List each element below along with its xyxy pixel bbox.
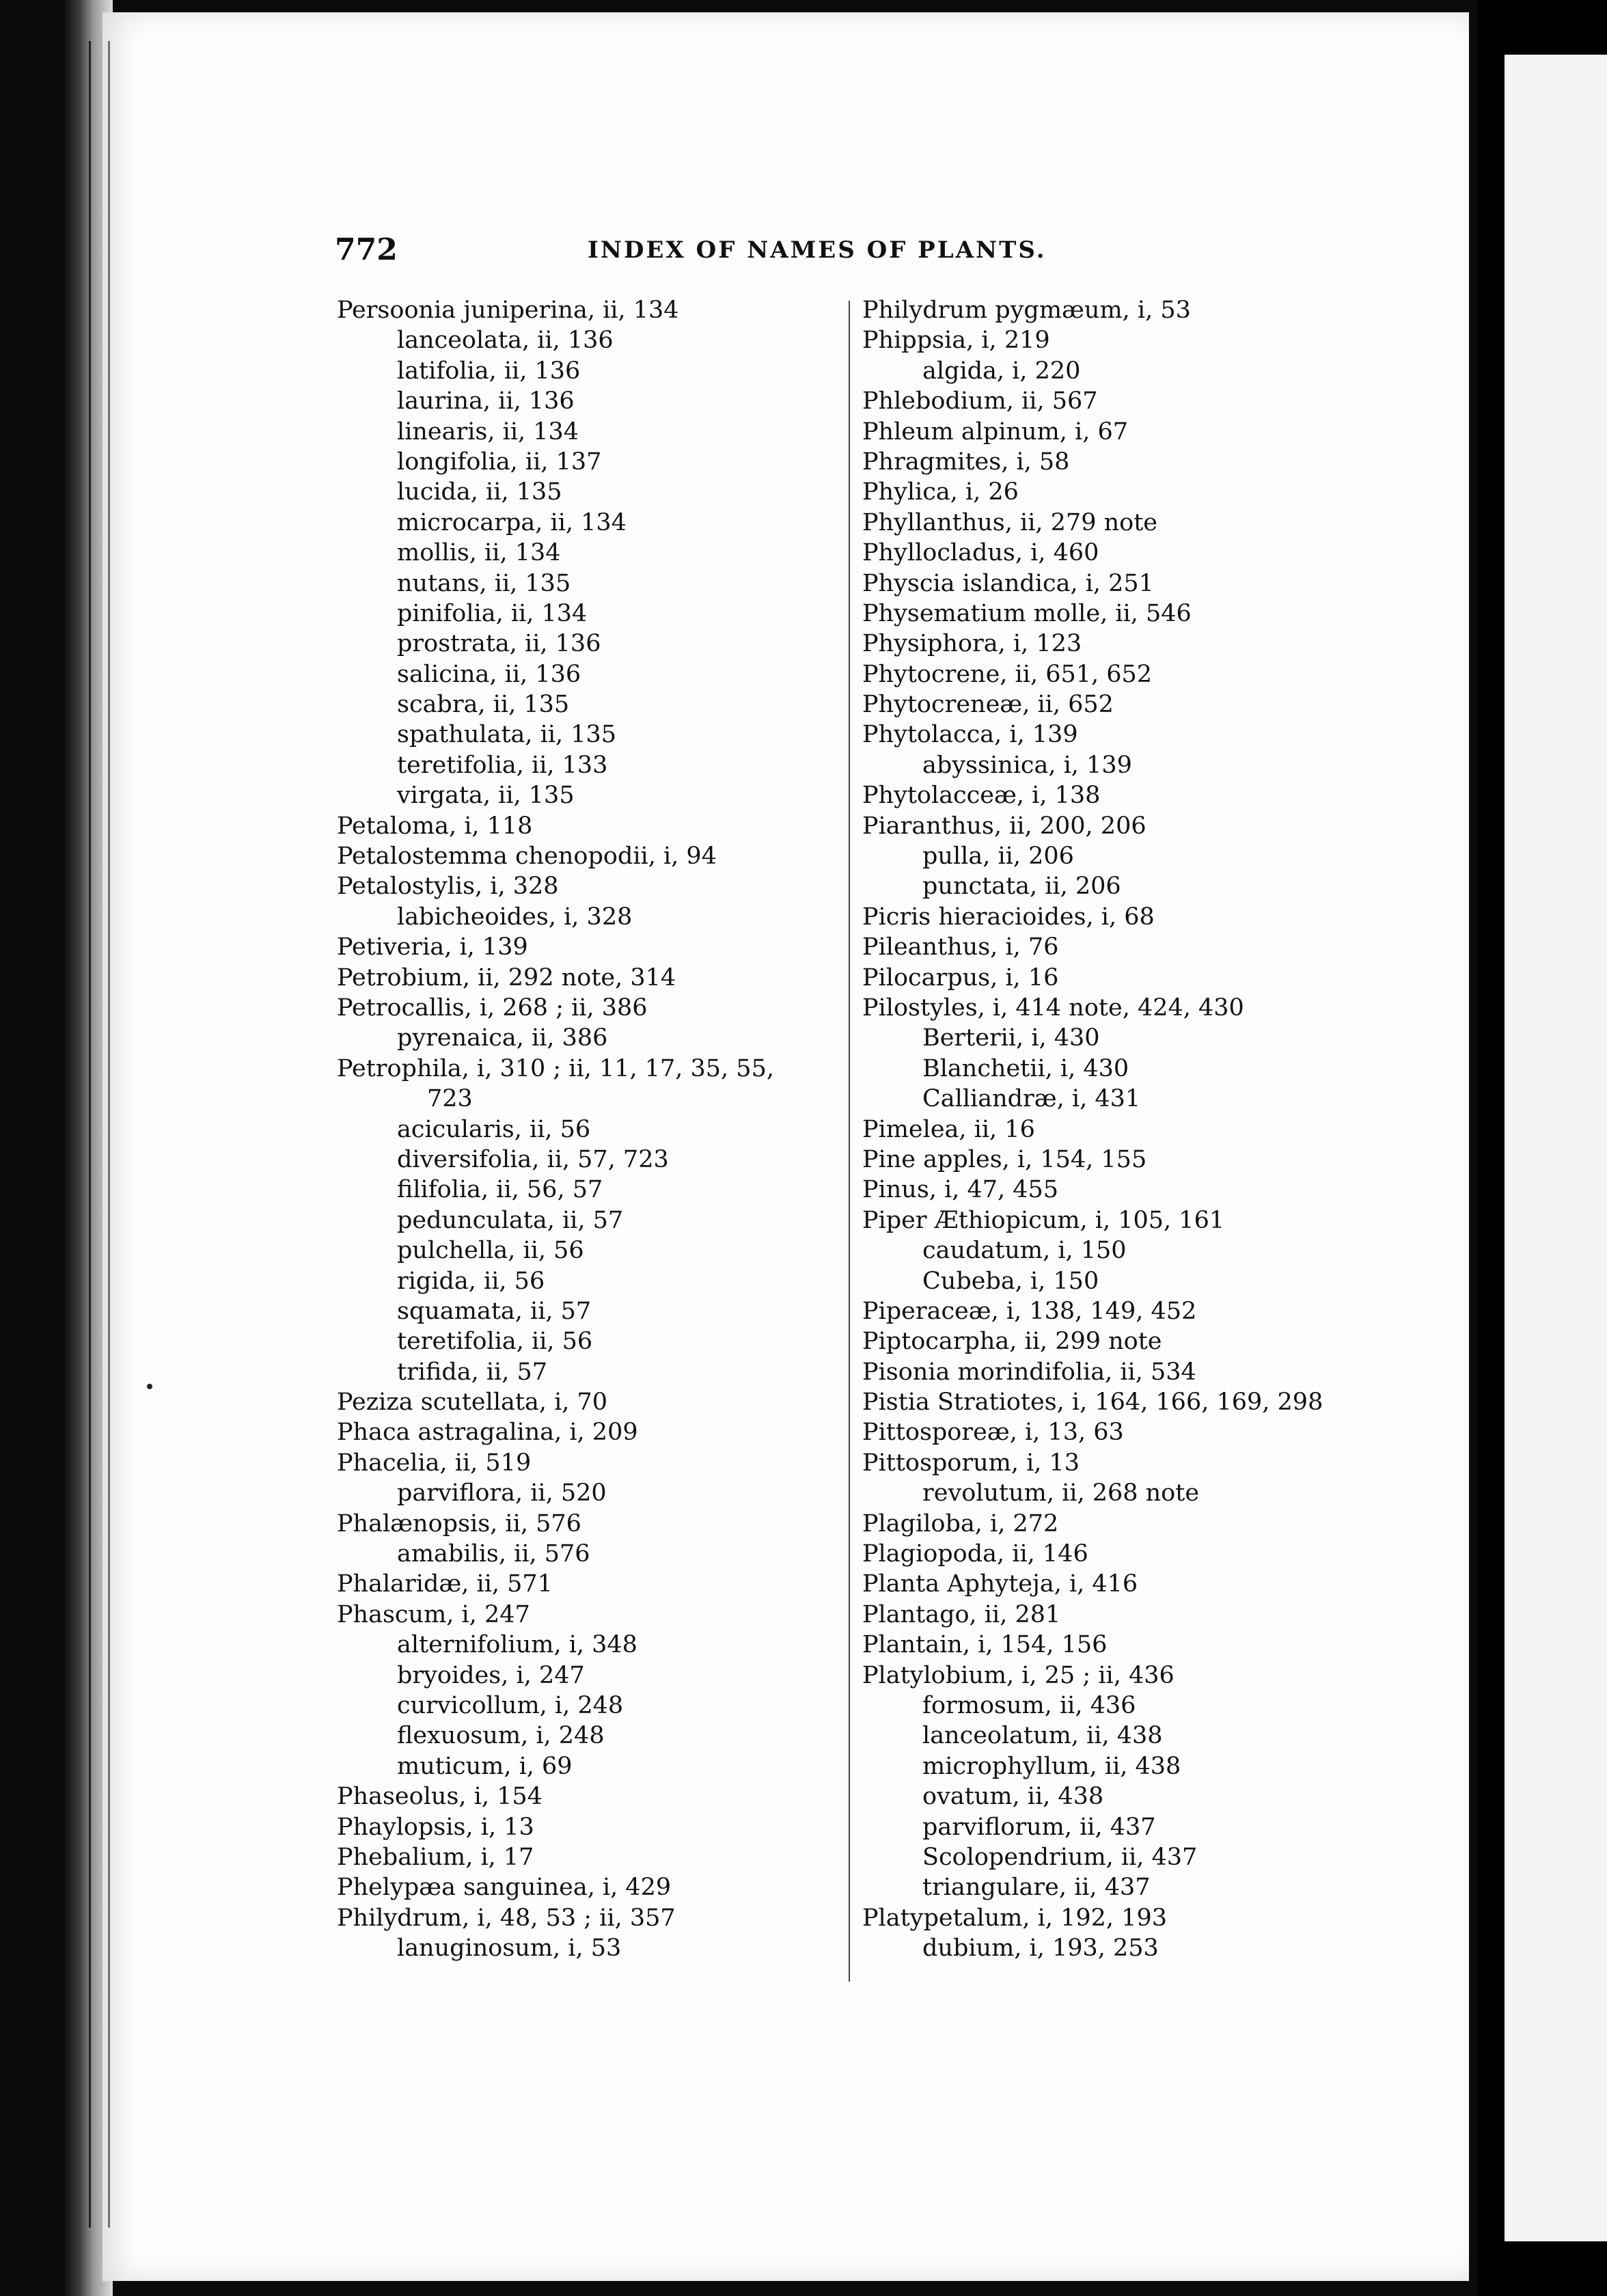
index-entry: Phylica, i, 26: [862, 478, 1019, 506]
index-entry: Phalaridæ, ii, 571: [337, 1570, 553, 1598]
index-entry: teretifolia, ii, 56: [397, 1328, 593, 1356]
index-entry: Plantago, ii, 281: [862, 1600, 1061, 1628]
index-entry: pulla, ii, 206: [922, 843, 1074, 871]
index-entry: Phytolacceæ, i, 138: [862, 782, 1101, 810]
index-entry: Plantain, i, 154, 156: [862, 1631, 1108, 1659]
index-entry: algida, i, 220: [922, 357, 1081, 385]
index-entry: linearis, ii, 134: [397, 418, 579, 446]
index-entry: mollis, ii, 134: [397, 539, 561, 567]
index-entry: Petalostemma chenopodii, i, 94: [337, 843, 717, 871]
index-entry: caudatum, i, 150: [922, 1237, 1127, 1265]
index-entry: triangulare, ii, 437: [922, 1874, 1151, 1902]
index-entry: Scolopendrium, ii, 437: [922, 1843, 1198, 1871]
index-entry: Berterii, i, 430: [922, 1024, 1100, 1052]
index-entry: Phragmites, i, 58: [862, 448, 1070, 476]
index-entry: curvicollum, i, 248: [397, 1691, 624, 1719]
index-entry: pedunculata, ii, 57: [397, 1206, 624, 1234]
index-entry: Phyllanthus, ii, 279 note: [862, 508, 1157, 536]
index-entry: Petrocallis, i, 268 ; ii, 386: [337, 994, 648, 1022]
binding-line: [108, 41, 110, 2228]
index-entry: lanceolatum, ii, 438: [922, 1722, 1163, 1750]
index-entry: Phlebodium, ii, 567: [862, 387, 1098, 415]
index-entry: Petalostylis, i, 328: [337, 873, 559, 901]
index-entry: muticum, i, 69: [397, 1752, 573, 1780]
index-entry: Persoonia juniperina, ii, 134: [337, 297, 679, 324]
running-title: INDEX OF NAMES OF PLANTS.: [588, 236, 1047, 264]
index-entry: dubium, i, 193, 253: [922, 1935, 1159, 1963]
index-entry: latifolia, ii, 136: [397, 357, 581, 385]
index-entry: Petaloma, i, 118: [337, 812, 533, 840]
column-divider: [849, 301, 850, 1982]
index-entry: Philydrum, i, 48, 53 ; ii, 357: [337, 1904, 676, 1932]
index-entry: filifolia, ii, 56, 57: [397, 1176, 603, 1204]
index-entry: abyssinica, i, 139: [922, 751, 1132, 779]
index-entry: flexuosum, i, 248: [397, 1722, 605, 1750]
index-entry: squamata, ii, 57: [397, 1297, 592, 1325]
index-entry: Phascum, i, 247: [337, 1600, 530, 1628]
page-number: 772: [335, 232, 398, 267]
index-entry: Pisonia morindifolia, ii, 534: [862, 1358, 1196, 1386]
index-entry: Platylobium, i, 25 ; ii, 436: [862, 1661, 1175, 1689]
index-entry: Piptocarpha, ii, 299 note: [862, 1328, 1162, 1356]
scan-speck: [147, 1384, 152, 1389]
index-entry: formosum, ii, 436: [922, 1691, 1136, 1719]
index-entry: pulchella, ii, 56: [397, 1237, 584, 1265]
index-entry: acicularis, ii, 56: [397, 1115, 591, 1143]
index-entry: 723: [427, 1085, 473, 1113]
index-entry: laurina, ii, 136: [397, 387, 575, 415]
index-entry: revolutum, ii, 268 note: [922, 1479, 1200, 1507]
index-entry: parviflorum, ii, 437: [922, 1813, 1156, 1841]
index-entry: Pilostyles, i, 414 note, 424, 430: [862, 994, 1244, 1022]
index-entry: amabilis, ii, 576: [397, 1540, 590, 1568]
index-entry: Petrophila, i, 310 ; ii, 11, 17, 35, 55,: [337, 1054, 774, 1082]
binding-line: [89, 41, 91, 2228]
index-column-right: [862, 295, 1382, 1963]
index-entry: Piperaceæ, i, 138, 149, 452: [862, 1297, 1197, 1325]
index-entry: lucida, ii, 135: [397, 478, 562, 506]
index-entry: pyrenaica, ii, 386: [397, 1024, 608, 1052]
index-entry: Phaylopsis, i, 13: [337, 1813, 534, 1841]
index-entry: Phyllocladus, i, 460: [862, 539, 1099, 567]
index-entry: Physematium molle, ii, 546: [862, 599, 1192, 627]
index-entry: Phytocreneæ, ii, 652: [862, 691, 1114, 719]
index-entry: diversifolia, ii, 57, 723: [397, 1145, 669, 1173]
index-entry: Blanchetii, i, 430: [922, 1054, 1129, 1082]
index-entry: Phacelia, ii, 519: [337, 1449, 532, 1477]
index-entry: Petiveria, i, 139: [337, 933, 528, 961]
index-entry: longifolia, ii, 137: [397, 448, 602, 476]
index-entry: Pinus, i, 47, 455: [862, 1176, 1059, 1204]
index-entry: Phelypæa sanguinea, i, 429: [337, 1874, 672, 1902]
index-entry: Plagiopoda, ii, 146: [862, 1540, 1088, 1568]
index-entry: Pilocarpus, i, 16: [862, 964, 1059, 992]
index-entry: Phytocrene, ii, 651, 652: [862, 660, 1153, 688]
index-entry: Plagiloba, i, 272: [862, 1509, 1059, 1538]
index-entry: Cubeba, i, 150: [922, 1267, 1099, 1295]
index-entry: ovatum, ii, 438: [922, 1783, 1104, 1811]
index-entry: Picris hieracioides, i, 68: [862, 903, 1155, 931]
index-entry: nutans, ii, 135: [397, 569, 571, 597]
index-entry: Phaca astragalina, i, 209: [337, 1419, 638, 1447]
index-entry: rigida, ii, 56: [397, 1267, 545, 1295]
index-entry: teretifolia, ii, 133: [397, 751, 608, 779]
index-entry: Pine apples, i, 154, 155: [862, 1145, 1147, 1173]
index-entry: bryoides, i, 247: [397, 1661, 585, 1689]
index-entry: Physiphora, i, 123: [862, 630, 1082, 658]
index-entry: Philydrum pygmæum, i, 53: [862, 297, 1191, 324]
index-entry: alternifolium, i, 348: [397, 1631, 637, 1659]
index-entry: pinifolia, ii, 134: [397, 599, 588, 627]
index-entry: parviflora, ii, 520: [397, 1479, 607, 1507]
index-entry: Phebalium, i, 17: [337, 1843, 534, 1871]
index-entry: Pittosporeæ, i, 13, 63: [862, 1419, 1124, 1447]
index-entry: salicina, ii, 136: [397, 660, 581, 688]
index-entry: Phleum alpinum, i, 67: [862, 418, 1129, 446]
index-entry: Petrobium, ii, 292 note, 314: [337, 964, 676, 992]
index-entry: virgata, ii, 135: [397, 782, 575, 810]
index-entry: Piper Æthiopicum, i, 105, 161: [862, 1206, 1225, 1234]
index-entry: microcarpa, ii, 134: [397, 508, 627, 536]
index-entry: Piaranthus, ii, 200, 206: [862, 812, 1146, 840]
index-entry: Phytolacca, i, 139: [862, 721, 1078, 749]
adjacent-page-edge: [1505, 55, 1607, 2241]
index-entry: Peziza scutellata, i, 70: [337, 1389, 608, 1417]
index-entry: Phalænopsis, ii, 576: [337, 1509, 581, 1538]
index-entry: scabra, ii, 135: [397, 691, 570, 719]
index-entry: spathulata, ii, 135: [397, 721, 617, 749]
index-entry: prostrata, ii, 136: [397, 630, 601, 658]
index-entry: Phippsia, i, 219: [862, 327, 1050, 355]
page-header: [335, 232, 1086, 273]
index-entry: Pimelea, ii, 16: [862, 1115, 1035, 1143]
index-entry: punctata, ii, 206: [922, 873, 1121, 901]
index-entry: Planta Aphyteja, i, 416: [862, 1570, 1138, 1598]
index-entry: lanuginosum, i, 53: [397, 1935, 622, 1963]
index-entry: Phaseolus, i, 154: [337, 1783, 542, 1811]
index-entry: Platypetalum, i, 192, 193: [862, 1904, 1167, 1932]
index-entry: Pistia Stratiotes, i, 164, 166, 169, 298: [862, 1389, 1323, 1417]
index-entry: Pileanthus, i, 76: [862, 933, 1059, 961]
index-entry: lanceolata, ii, 136: [397, 327, 614, 355]
index-entry: Physcia islandica, i, 251: [862, 569, 1154, 597]
index-column-left: [337, 295, 829, 1963]
index-entry: microphyllum, ii, 438: [922, 1752, 1181, 1780]
index-entry: labicheoides, i, 328: [397, 903, 633, 931]
index-entry: Calliandræ, i, 431: [922, 1085, 1141, 1113]
index-entry: Pittosporum, i, 13: [862, 1449, 1080, 1477]
index-entry: trifida, ii, 57: [397, 1358, 548, 1386]
